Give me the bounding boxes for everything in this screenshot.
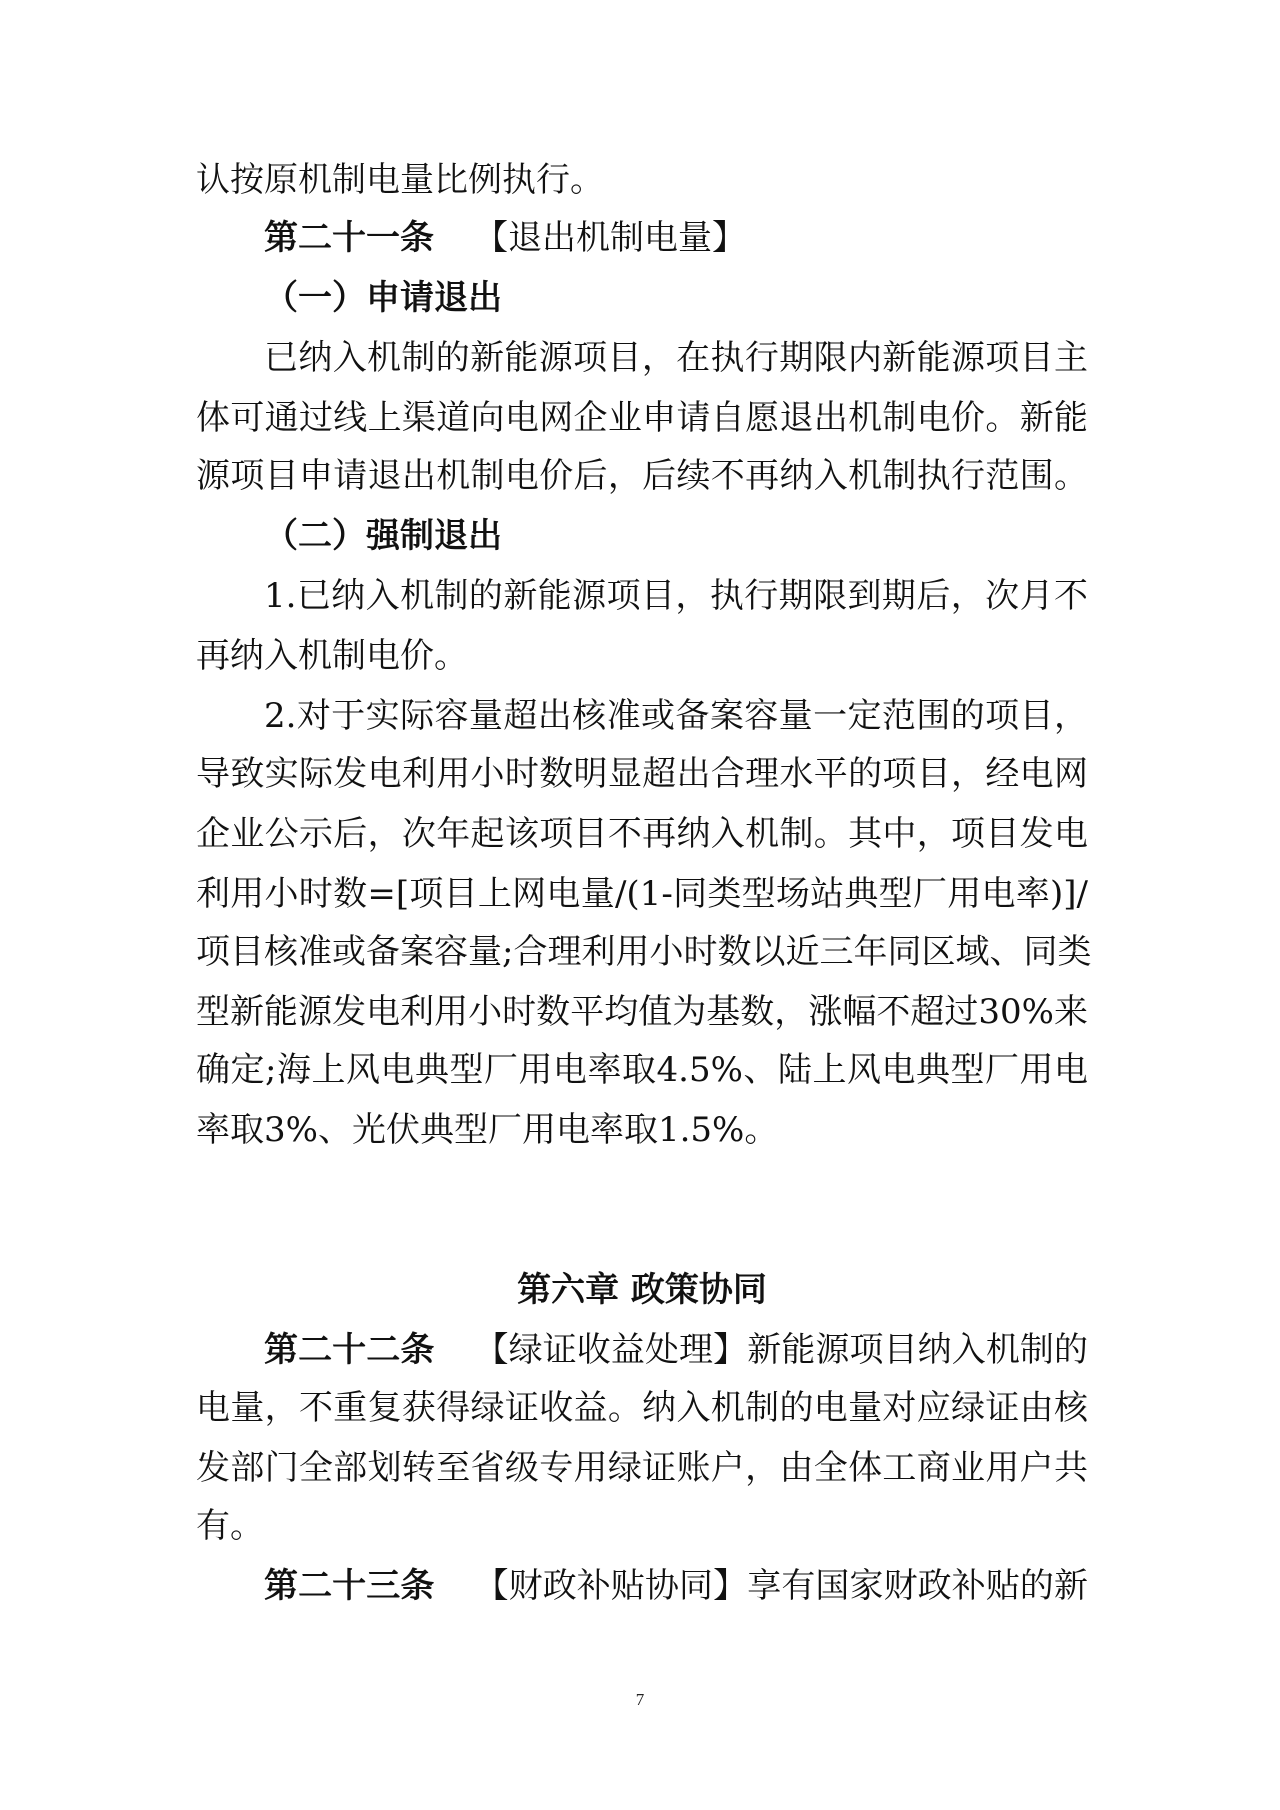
paragraph-line: 利用小时数=[项目上网电量/(1-同类型场站典型厂用电率)]/ [196, 874, 1088, 914]
paragraph-line: 发部门全部划转至省级专用绿证账户，由全体工商业用户共 [196, 1448, 1088, 1488]
paragraph-line: 源项目申请退出机制电价后，后续不再纳入机制执行范围。 [196, 456, 1088, 496]
article-23-first-line [264, 1566, 1088, 1606]
paragraph-line: 率取3%、光伏典型厂用电率取1.5%。 [196, 1110, 779, 1150]
paragraph-line: 电量，不重复获得绿证收益。纳入机制的电量对应绿证由核 [196, 1388, 1088, 1428]
paragraph-line: 项目核准或备案容量;合理利用小时数以近三年同区域、同类 [196, 932, 1092, 972]
article-title: 【财政补贴协同】 [474, 1566, 748, 1606]
article-text: 享有国家财政补贴的新 [747, 1566, 1089, 1606]
paragraph-line: 认按原机制电量比例执行。 [196, 160, 604, 200]
paragraph-line: 确定;海上风电典型厂用电率取4.5%、陆上风电典型厂用电 [196, 1050, 1088, 1090]
paragraph-line: 1.已纳入机制的新能源项目，执行期限到期后，次月不 [264, 576, 1088, 616]
paragraph-line: 已纳入机制的新能源项目，在执行期限内新能源项目主 [264, 338, 1088, 378]
paragraph-line: 导致实际发电利用小时数明显超出合理水平的项目，经电网 [196, 754, 1088, 794]
article-number: 第二十二条 [264, 1330, 435, 1370]
article-title: 【退出机制电量】 [474, 218, 746, 258]
paragraph-line: 再纳入机制电价。 [196, 636, 468, 676]
article-number: 第二十三条 [264, 1566, 435, 1606]
article-number: 第二十一条 [264, 218, 434, 258]
article-title: 【绿证收益处理】 [474, 1330, 748, 1370]
article-text: 新能源项目纳入机制的 [747, 1330, 1089, 1370]
section-heading-apply-exit: （一）申请退出 [264, 278, 502, 318]
paragraph-line: 2.对于实际容量超出核准或备案容量一定范围的项目， [264, 696, 1088, 736]
section-heading-forced-exit: （二）强制退出 [264, 516, 502, 556]
paragraph-line: 型新能源发电利用小时数平均值为基数，涨幅不超过30%来 [196, 992, 1088, 1032]
page-number: 7 [635, 1690, 645, 1709]
paragraph-line: 有。 [196, 1506, 264, 1546]
article-21-heading [264, 218, 746, 258]
paragraph-line: 企业公示后，次年起该项目不再纳入机制。其中，项目发电 [196, 814, 1088, 854]
chapter-title: 第六章 政策协同 [517, 1270, 767, 1310]
article-22-first-line [264, 1330, 1088, 1370]
paragraph-line: 体可通过线上渠道向电网企业申请自愿退出机制电价。新能 [196, 398, 1088, 438]
